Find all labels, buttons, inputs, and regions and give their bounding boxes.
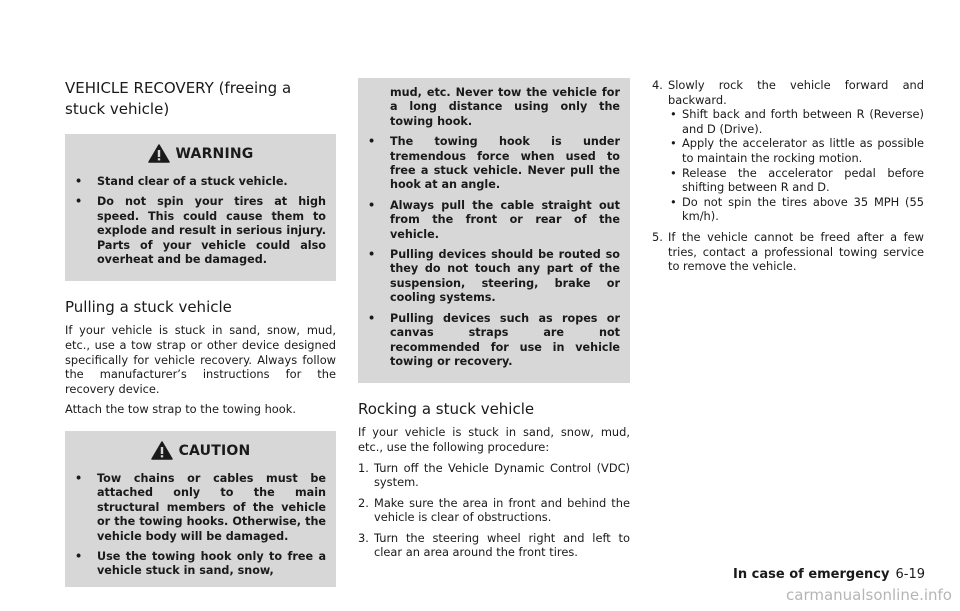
list-item [75,550,326,579]
sub-item-text: Apply the accelerator as little as possible to maintain the rocking motion. [682,136,924,165]
list-item-text: Tow chains or cables must be attached only to the main structural members of the vehicle or the towing hooks. Otherwise, the vehicle body will be damaged. [97,472,326,543]
step-number: 4. [652,78,663,92]
bullet-icon: • [75,195,83,209]
list-item-text: Pulling devices should be routed so they do not touch any part of the suspension, steering, brake or cooling systems. [390,248,620,305]
step-item [652,78,924,224]
rocking-steps-continued [652,78,924,274]
list-item [368,86,620,129]
bullet-icon: • [75,472,83,485]
watermark: carmanualsonline.info [786,586,952,604]
warning-triangle-icon [148,144,170,163]
column-left [65,78,336,587]
bullet-icon: • [670,194,677,209]
list-item-text: Stand clear of a stuck vehicle. [97,175,288,188]
caution-title: CAUTION [178,442,251,459]
pulling-title: Pulling a stuck vehicle [65,298,232,317]
list-item-text: Always pull the cable straight out from the front or rear of the vehicle. [390,198,620,241]
bullet-icon: • [75,550,83,564]
sub-item-text: Release the accelerator pedal before shifting between R and D. [682,165,924,195]
page-footer [733,566,925,584]
step-text: Turn the steering wheel right and left to clear an area around the front tires. [374,530,630,560]
rocking-title: Rocking a stuck vehicle [358,400,535,419]
caution-header [75,441,326,460]
list-item-text: The towing hook is under tremendous force when used to free a stuck vehicle. Never pull the hook at an angle. [390,135,620,192]
footer-section: In case of emergency [733,567,890,582]
warning-header [75,144,326,163]
bullet-icon: • [670,136,677,151]
sub-item-text: Shift back and forth between R (Reverse) and D (Drive). [682,107,924,136]
warning-box [65,134,336,281]
step-text: If the vehicle cannot be freed after a few tries, contact a professional towing service to remove the vehicle. [668,229,924,274]
warning-list [75,175,326,267]
caution-box [65,431,336,587]
caution-triangle-icon [151,441,173,460]
list-item [368,312,620,370]
bullet-icon: • [368,311,376,325]
list-item [75,175,326,189]
caution-list [75,472,326,579]
step-text: Turn off the Vehicle Dynamic Control (VDC) system. [374,460,630,490]
list-item [75,195,326,267]
step-text: Make sure the area in front and behind the vehicle is clear of obstructions. [374,495,630,525]
step-number: 1. [358,460,369,475]
step-item [358,531,630,560]
bullet-icon: • [368,135,376,149]
column-right [652,78,924,280]
step-item [358,461,630,490]
caution-box-continued [358,78,630,383]
list-item-text: mud, etc. Never tow the vehicle for a long distance using only the towing hook. [390,86,620,128]
sub-item-text: Do not spin the tires above 35 MPH (55 km/h). [682,194,924,224]
sub-list [668,107,924,224]
column-middle [358,78,630,566]
step-text: Slowly rock the vehicle forward and backward. [668,78,924,107]
warning-title: WARNING [175,145,254,162]
rocking-intro: If your vehicle is stuck in sand, snow, mud, etc., use the following procedure: [358,425,630,454]
list-item [368,248,620,306]
pulling-para-1: If your vehicle is stuck in sand, snow, mud, etc., use a tow strap or other device designed specifically for vehicle recovery. Always follow the manufacturer’s instructions for the recovery device. [65,323,336,396]
sub-item [668,195,924,224]
step-number: 5. [652,229,663,244]
pulling-para-2: Attach the tow strap to the towing hook. [65,402,296,417]
step-number: 3. [358,530,369,545]
sub-item [668,107,924,136]
step-item [652,230,924,274]
page-number: 6-19 [895,567,925,582]
section-title: VEHICLE RECOVERY (freeing a stuck vehicle) [65,79,292,118]
list-item [368,135,620,193]
bullet-icon: • [670,165,677,180]
list-item-text: Pulling devices such as ropes or canvas straps are not recommended for use in vehicle towing or recovery. [390,311,620,368]
list-item-text: Use the towing hook only to free a vehicle stuck in sand, snow, [97,550,326,578]
step-item [358,496,630,525]
rocking-steps [358,461,630,561]
bullet-icon: • [368,248,376,262]
bullet-icon: • [368,198,376,212]
list-item [75,472,326,544]
caution-list-continued [368,86,620,369]
bullet-icon: • [75,175,83,188]
bullet-icon: • [670,107,677,122]
sub-item [668,136,924,165]
step-number: 2. [358,495,369,510]
list-item [368,199,620,242]
sub-item [668,166,924,195]
list-item-text: Do not spin your tires at high speed. This could cause them to explode and result in serious injury. Parts of your vehicle could also overheat and be damaged. [97,195,326,267]
